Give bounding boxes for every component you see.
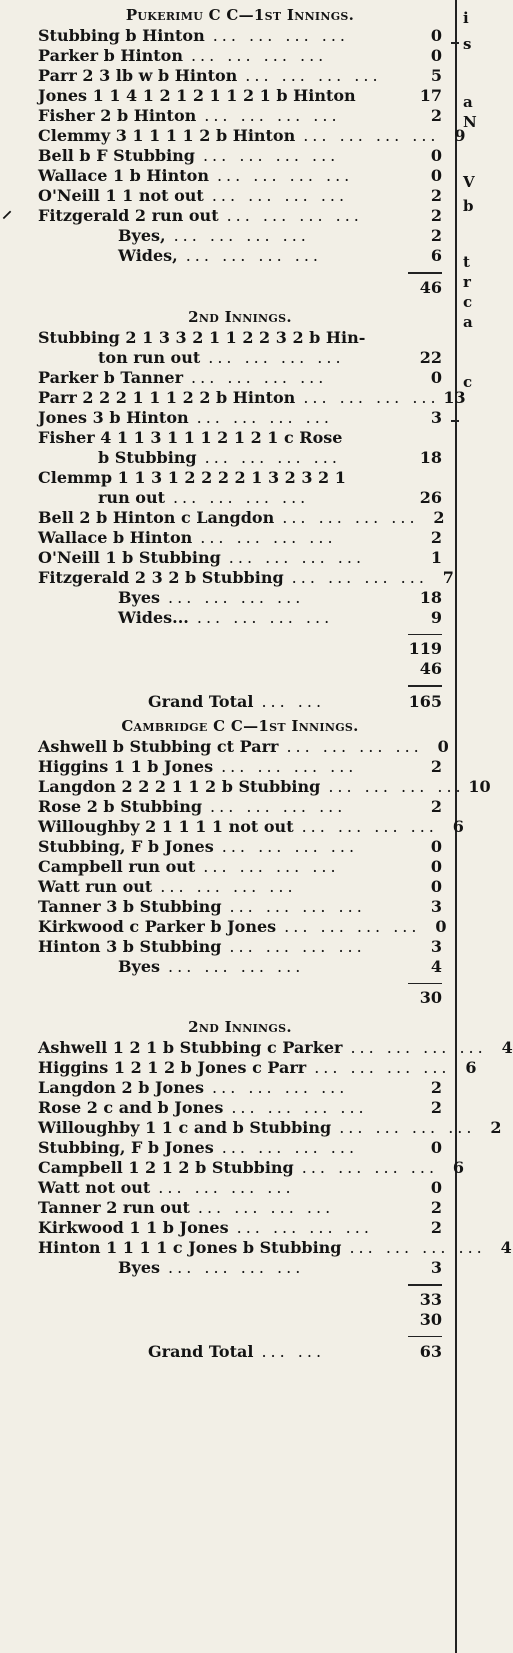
runs-value: 9 [454, 126, 466, 145]
edge-letter: r [463, 273, 471, 291]
leader-dots: ... ... ... ... [282, 507, 419, 527]
grand-total-label: Grand Total [148, 691, 254, 711]
batting-row [38, 1058, 477, 1078]
batting-text: Willoughby 1 1 c and b Stubbing [38, 1118, 332, 1137]
batting-row [38, 1038, 513, 1058]
batting-row [38, 816, 464, 837]
batting-text: Parr 2 3 lb w b Hinton [38, 66, 238, 85]
leader-dots: ... ... ... ... [349, 1238, 486, 1257]
batting-text: Campbell 1 2 1 2 b Stubbing [38, 1158, 294, 1177]
innings-total [38, 1290, 442, 1310]
runs-value: 6 [452, 816, 464, 836]
runs-value: 6 [465, 1058, 477, 1077]
batting-text: Kirkwood c Parker b Jones [38, 916, 277, 936]
batting-text: Bell b F Stubbing [38, 146, 195, 165]
batting-text: Rose 2 c and b Jones [38, 1098, 224, 1117]
runs-value: 4 [501, 1038, 513, 1057]
runs-value: 4 [500, 1238, 512, 1257]
total-value: 33 [419, 1289, 442, 1309]
batting-text: Stubbing, F b Jones [38, 836, 214, 856]
runs-value: 1 [430, 547, 442, 567]
edge-letter: b [463, 197, 474, 215]
leader-dots: ... ... ... ... [284, 916, 421, 936]
leader-dots: ... ... ... ... [203, 856, 340, 876]
batting-row [38, 1138, 442, 1158]
rule-line [408, 983, 442, 985]
runs-value: 9 [430, 607, 442, 627]
runs-value: 2 [430, 206, 442, 225]
total-value: 30 [419, 988, 442, 1007]
leader-dots: ... ... ... ... [221, 836, 359, 856]
batting-text: Ashwell b Stubbing ct Parr [38, 736, 279, 756]
batting-continuation [38, 348, 442, 368]
runs-value: 26 [419, 487, 442, 507]
runs-value: 0 [437, 736, 449, 756]
leader-dots: ... ... ... ... [185, 246, 323, 265]
leader-dots: ... ... ... ... [229, 936, 366, 956]
batting-continuation [38, 488, 442, 508]
batting-row [38, 66, 442, 86]
grand-total-row [38, 691, 442, 713]
batting-text: Wides, [118, 246, 178, 265]
leader-dots: ... ... ... ... [196, 407, 333, 427]
batting-text: Parker b Tanner [38, 367, 184, 387]
batting-text: Hinton 3 b Stubbing [38, 936, 222, 956]
batting-row [38, 736, 449, 757]
runs-value: 2 [490, 1118, 502, 1137]
batting-row [38, 1198, 442, 1218]
runs-value: 17 [419, 86, 442, 105]
total-rule [38, 1336, 442, 1338]
leader-dots: ... ... ... ... [208, 347, 345, 367]
edge-letter: c [463, 373, 473, 391]
batting-text-cont: b Stubbing [98, 447, 197, 467]
total-rule [38, 983, 442, 985]
runs-value: 2 [430, 1078, 442, 1097]
leader-dots: ... ... ... ... [212, 1078, 349, 1097]
total-rule [38, 1284, 442, 1286]
batting-row [38, 166, 442, 186]
batting-row [38, 1158, 465, 1178]
innings-total [38, 278, 442, 298]
leader-dots: ... ... ... ... [168, 1258, 305, 1277]
leader-dots: ... ... ... ... [197, 1198, 335, 1217]
batting-text: Higgins 1 1 b Jones [38, 756, 214, 776]
runs-value: 2 [430, 756, 442, 776]
edge-letter: t [463, 253, 470, 271]
edge-letter: i [463, 9, 469, 27]
batting-text: Stubbing, F b Jones [38, 1138, 214, 1157]
runs-value: 18 [419, 587, 442, 607]
runs-value: 0 [430, 26, 442, 45]
innings-total [38, 988, 442, 1008]
runs-value: 2 [433, 507, 445, 527]
batting-text: Kirkwood 1 1 b Jones [38, 1218, 229, 1237]
leader-dots: ... ... ... ... [301, 1158, 439, 1177]
leader-dots: ... ... ... ... [168, 956, 305, 976]
batting-text: Byes [118, 587, 161, 607]
batting-text: Fitzgerald 2 run out [38, 206, 219, 225]
leader-dots: ... ... ... ... [190, 46, 328, 65]
batting-text: Jones 3 b Hinton [38, 407, 189, 427]
batting-text: Tanner 2 run out [38, 1198, 190, 1217]
total-value: 46 [419, 659, 442, 678]
leader-dots: ... ... ... ... [173, 226, 310, 245]
batting-text: Fisher 2 b Hinton [38, 106, 197, 125]
batting-row [38, 857, 442, 877]
leader-dots: ... ... ... ... [236, 1218, 373, 1237]
leader-dots: ... ... [261, 1342, 326, 1361]
leader-dots: ... ... ... ... [286, 736, 423, 756]
runs-value: 2 [430, 226, 442, 245]
leader-dots: ... ... ... ... [200, 527, 337, 547]
scorecard-column [38, 4, 513, 1363]
extras-row [38, 226, 442, 246]
batting-text: Wallace 1 b Hinton [38, 166, 209, 185]
batting-text: Fisher 4 1 1 3 1 1 1 2 1 2 1 c Rose [38, 427, 343, 447]
batting-text-cont: ton run out [98, 347, 201, 367]
leader-dots: ... ... ... ... [210, 796, 347, 816]
runs-value: 5 [430, 66, 442, 85]
batting-text: Hinton 1 1 1 1 c Jones b Stubbing [38, 1238, 342, 1257]
batting-text: O'Neill 1 1 not out [38, 186, 204, 205]
batting-row [38, 46, 442, 66]
extras-row [38, 246, 442, 266]
innings-total [38, 659, 442, 679]
innings-heading: Cambridge C C—1st Innings. [121, 716, 359, 735]
batting-row [38, 1178, 442, 1198]
leader-dots: ... ... ... ... [212, 26, 349, 45]
batting-text: Parker b Hinton [38, 46, 183, 65]
runs-value: 3 [430, 1258, 442, 1277]
edge-letter: c [463, 293, 473, 311]
runs-value: 7 [442, 567, 454, 587]
grand-total-value: 165 [408, 691, 442, 711]
batting-text: Parr 2 2 2 1 1 1 2 2 b Hinton [38, 387, 296, 407]
leader-dots: ... ... ... ... [303, 126, 440, 145]
batting-row [38, 328, 442, 368]
leader-dots: ... ... ... ... [231, 1098, 368, 1117]
runs-value: 10 [468, 776, 491, 796]
rule-line [408, 272, 442, 274]
runs-value: 2 [430, 186, 442, 205]
batting-row [38, 937, 442, 957]
extras-row [38, 588, 442, 608]
rule-line [408, 685, 442, 687]
rule-line [408, 634, 442, 636]
runs-value: 6 [430, 246, 442, 265]
batting-row [38, 507, 445, 528]
batting-text: Byes, [118, 226, 166, 245]
leader-dots: ... ... ... ... [168, 587, 305, 607]
runs-value: 3 [430, 407, 442, 427]
margin-mark: ⸝ [2, 198, 12, 222]
leader-dots: ... ... ... ... [291, 567, 428, 587]
rule-tick [451, 42, 459, 44]
batting-row [38, 1098, 442, 1118]
batting-text-cont: run out [98, 487, 165, 507]
extras-row [38, 608, 442, 628]
edge-letter: N [463, 113, 477, 131]
batting-row [38, 797, 442, 817]
batting-row [38, 916, 447, 937]
batting-text: Stubbing 2 1 3 3 2 1 1 2 2 3 2 b Hin- [38, 327, 366, 347]
batting-text: Watt not out [38, 1178, 151, 1197]
batting-row [38, 776, 491, 797]
leader-dots: ... ... ... ... [328, 776, 465, 796]
runs-value: 2 [430, 106, 442, 125]
edge-letter: s [463, 35, 472, 53]
leader-dots: ... ... ... ... [211, 186, 349, 205]
batting-text: Willoughby 2 1 1 1 1 not out [38, 816, 294, 836]
batting-text: Tanner 3 b Stubbing [38, 896, 222, 916]
batting-row [38, 146, 442, 166]
rule-line [408, 1284, 442, 1286]
batting-row [38, 548, 442, 568]
runs-value: 2 [430, 1098, 442, 1117]
runs-value: 2 [430, 1218, 442, 1237]
leader-dots: ... ... ... ... [191, 367, 328, 387]
runs-value: 0 [430, 856, 442, 876]
runs-value: 0 [430, 146, 442, 165]
leader-dots: ... ... ... ... [160, 876, 297, 896]
runs-value: 0 [430, 46, 442, 65]
grand-total-label: Grand Total [148, 1342, 254, 1361]
leader-dots: ... ... ... ... [228, 547, 366, 567]
runs-value: 0 [430, 876, 442, 896]
total-value: 119 [408, 639, 442, 658]
grand-total-value: 63 [419, 1342, 442, 1361]
batting-row [38, 206, 442, 226]
batting-text: Wides... [118, 607, 189, 627]
leader-dots: ... ... ... ... [226, 206, 363, 225]
leader-dots: ... ... ... ... [350, 1038, 487, 1057]
runs-value: 0 [430, 166, 442, 185]
batting-row [38, 106, 442, 126]
edge-letter: V [463, 173, 475, 191]
batting-text: Byes [118, 1258, 161, 1277]
batting-row [38, 408, 442, 428]
innings-total [38, 1310, 442, 1330]
runs-value: 3 [430, 896, 442, 916]
leader-dots: ... ... ... ... [221, 1138, 359, 1157]
total-value: 46 [419, 277, 442, 297]
leader-dots: ... ... ... ... [339, 1118, 476, 1137]
batting-text: Langdon 2 b Jones [38, 1078, 205, 1097]
innings-total [38, 639, 442, 659]
total-rule [38, 685, 442, 687]
runs-value: 0 [430, 367, 442, 387]
batting-text: Byes [118, 956, 161, 976]
innings-heading: 2nd Innings. [188, 1018, 292, 1036]
batting-text: Langdon 2 2 2 1 1 2 b Stubbing [38, 776, 321, 796]
rule-line [408, 1336, 442, 1338]
runs-value: 4 [430, 956, 442, 976]
leader-dots: ... ... ... ... [202, 146, 340, 165]
total-rule [38, 272, 442, 274]
leader-dots: ... ... ... ... [204, 106, 341, 125]
batting-row [38, 837, 442, 857]
innings-heading: 2nd Innings. [188, 307, 292, 326]
batting-row [38, 26, 442, 46]
leader-dots: ... ... ... ... [172, 487, 310, 507]
runs-value: 18 [419, 447, 442, 467]
batting-row [38, 126, 466, 146]
runs-value: 3 [430, 936, 442, 956]
total-rule [38, 634, 442, 636]
batting-text: Higgins 1 2 1 2 b Jones c Parr [38, 1058, 307, 1077]
batting-row [38, 1118, 502, 1138]
batting-text: Wallace b Hinton [38, 527, 193, 547]
batting-text: Fitzgerald 2 3 2 b Stubbing [38, 567, 284, 587]
batting-row [38, 1238, 512, 1258]
batting-text: O'Neill 1 b Stubbing [38, 547, 221, 567]
runs-value: 0 [430, 836, 442, 856]
total-value: 30 [419, 1309, 442, 1329]
batting-row [38, 1078, 442, 1098]
batting-text: Campbell run out [38, 856, 196, 876]
batting-text: Stubbing b Hinton [38, 26, 205, 45]
runs-value: 0 [435, 916, 447, 936]
batting-text: Rose 2 b Stubbing [38, 796, 203, 816]
batting-text: Watt run out [38, 876, 153, 896]
batting-row [38, 468, 442, 508]
leader-dots: ... ... ... ... [245, 66, 382, 85]
batting-continuation [38, 448, 442, 468]
batting-text: Jones 1 1 4 1 2 1 2 1 1 2 1 b Hinton [38, 86, 356, 105]
runs-value: 0 [430, 1178, 442, 1197]
runs-value: 2 [430, 1198, 442, 1217]
batting-row [38, 757, 442, 777]
batting-row [38, 368, 442, 388]
runs-value: 13 [443, 387, 466, 407]
rule-tick [451, 420, 459, 422]
batting-row [38, 877, 442, 897]
batting-row [38, 1218, 442, 1238]
batting-row [38, 567, 454, 588]
leader-dots: ... ... ... ... [314, 1058, 451, 1077]
batting-text: Clemmy 3 1 1 1 1 2 b Hinton [38, 126, 296, 145]
extras-row [38, 1258, 442, 1278]
batting-row [38, 186, 442, 206]
leader-dots: ... ... ... ... [301, 816, 438, 836]
leader-dots: ... ... ... ... [196, 607, 334, 627]
edge-letter: a [463, 93, 473, 111]
batting-row [38, 387, 466, 408]
batting-row [38, 428, 442, 468]
leader-dots: ... ... ... ... [303, 387, 440, 407]
leader-dots: ... ... ... ... [221, 756, 358, 776]
batting-row [38, 528, 442, 548]
edge-letter: a [463, 313, 473, 331]
batting-text: Bell 2 b Hinton c Langdon [38, 507, 275, 527]
runs-value: 2 [430, 527, 442, 547]
leader-dots: ... ... [261, 691, 326, 711]
grand-total-row [38, 1341, 442, 1363]
batting-text: Ashwell 1 2 1 b Stubbing c Parker [38, 1038, 343, 1057]
runs-value: 22 [419, 347, 442, 367]
leader-dots: ... ... ... ... [216, 166, 354, 185]
runs-value: 6 [452, 1158, 465, 1177]
leader-dots: ... ... ... ... [204, 447, 341, 467]
batting-row [38, 86, 442, 106]
leader-dots: ... ... ... ... [158, 1178, 295, 1197]
extras-row [38, 957, 442, 977]
runs-value: 0 [430, 1138, 442, 1157]
batting-text: Clemmp 1 1 3 1 2 2 2 2 1 3 2 3 2 1 [38, 467, 346, 487]
runs-value: 2 [430, 796, 442, 816]
batting-row [38, 897, 442, 917]
leader-dots: ... ... ... ... [229, 896, 366, 916]
innings-heading: Pukerimu C C—1st Innings. [125, 6, 355, 24]
